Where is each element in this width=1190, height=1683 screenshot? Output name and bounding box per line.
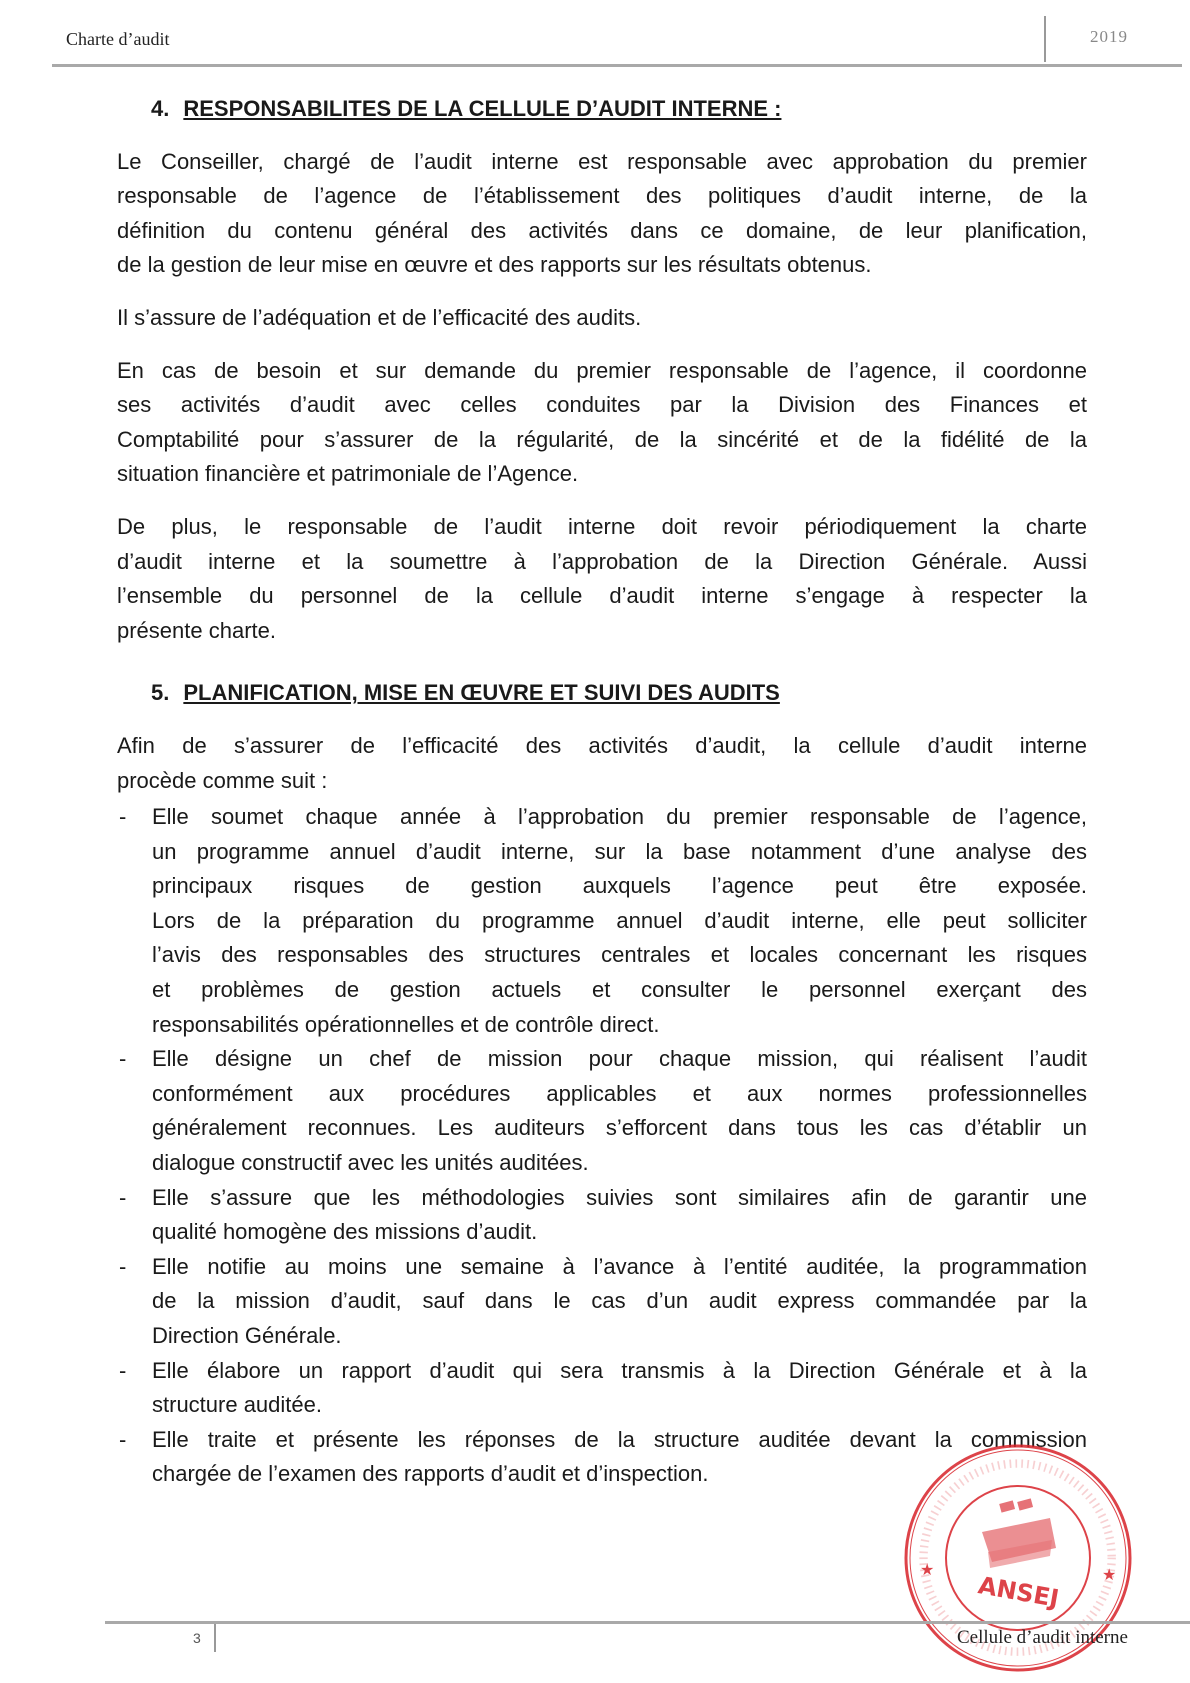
text-line: Afin de s’assurer de l’efficacité des activités d’audit, la cellule d’audit interne: [117, 732, 1087, 758]
text-line: un programme annuel d’audit interne, sur la base notamment d’une analyse des: [152, 838, 1087, 864]
section-title: PLANIFICATION, MISE EN ŒUVRE ET SUIVI DES AUDITS: [183, 680, 780, 706]
text-line: définition du contenu général des activités dans ce domaine, de leur planification,: [117, 217, 1087, 243]
text-line: généralement reconnues. Les auditeurs s’efforcent dans tous les cas d’établir un: [152, 1115, 1087, 1141]
header-rule: [52, 64, 1182, 67]
text-line: présente charte.: [117, 617, 276, 643]
section-number: 4.: [151, 96, 170, 121]
text-line: qualité homogène des missions d’audit.: [152, 1219, 538, 1245]
footer-text: Cellule d’audit interne: [957, 1627, 1128, 1648]
list-item: [117, 1181, 1087, 1250]
text-line: structure auditée.: [152, 1392, 322, 1418]
footer-divider: [214, 1624, 216, 1652]
text-line: ses activités d’audit avec celles conduites par la Division des Finances et: [117, 392, 1087, 418]
text-line: procède comme suit :: [117, 767, 328, 793]
header-title: Charte d’audit: [66, 29, 170, 49]
text-line: Elle soumet chaque année à l’approbation du premier responsable de l’agence,: [152, 804, 1087, 830]
section-title: RESPONSABILITES DE LA CELLULE D’AUDIT INTERNE :: [183, 96, 782, 121]
paragraph: [117, 145, 1087, 283]
text-line: En cas de besoin et sur demande du premier responsable de l’agence, il coordonne: [117, 357, 1087, 383]
text-line: Direction Générale.: [152, 1323, 342, 1348]
star-icon: ★: [1102, 1567, 1117, 1584]
header-divider: [1044, 16, 1046, 62]
bullet-dash: -: [119, 1184, 127, 1210]
text-line: de la mission d’audit, sauf dans le cas d’un audit express commandée par la: [152, 1288, 1087, 1314]
list-item: [117, 1354, 1087, 1423]
text-line: dialogue constructif avec les unités auditées.: [152, 1150, 589, 1176]
text-line: Elle s’assure que les méthodologies suivies sont similaires afin de garantir une: [152, 1184, 1087, 1210]
paragraph: [117, 354, 1087, 492]
header-year: 2019: [1090, 27, 1128, 46]
list-item: [117, 1042, 1087, 1180]
text-line: de la gestion de leur mise en œuvre et des rapports sur les résultats obtenus.: [117, 252, 872, 278]
footer-rule: [105, 1621, 1190, 1624]
bullet-list: [117, 800, 1087, 1492]
bullet-dash: -: [119, 1426, 127, 1452]
text-line: responsabilités opérationnelles et de contrôle direct.: [152, 1011, 660, 1037]
text-line: Le Conseiller, chargé de l’audit interne est responsable avec approbation du premier: [117, 148, 1087, 174]
text-line: l’ensemble du personnel de la cellule d’audit interne s’engage à respecter la: [117, 583, 1087, 609]
text-line: et problèmes de gestion actuels et consulter le personnel exerçant des: [152, 977, 1087, 1003]
intro-paragraph: [117, 729, 1087, 798]
bullet-dash: -: [119, 804, 127, 830]
page-body: [117, 92, 1087, 1492]
text-line: Elle notifie au moins une semaine à l’avance à l’entité auditée, la programmation: [152, 1253, 1087, 1279]
bullet-dash: -: [119, 1046, 127, 1072]
star-icon: ★: [920, 1562, 935, 1579]
text-line: principaux risques de gestion auxquels l’agence peut être exposée.: [152, 873, 1087, 899]
text-line: l’avis des responsables des structures centrales et locales concernant les risques: [152, 942, 1087, 968]
list-item: [117, 800, 1087, 1042]
text-line: Elle élabore un rapport d’audit qui sera transmis à la Direction Générale et à la: [152, 1357, 1087, 1383]
text-line: Comptabilité pour s’assurer de la régularité, de la sincérité et de la fidélité de la: [117, 426, 1087, 452]
text-line: d’audit interne et la soumettre à l’approbation de la Direction Générale. Aussi: [117, 548, 1087, 574]
text-line: Elle désigne un chef de mission pour chaque mission, qui réalisent l’audit: [152, 1046, 1087, 1072]
stamp-text: ANSEJ: [976, 1571, 1061, 1613]
section-number: 5.: [151, 680, 170, 706]
text-line: De plus, le responsable de l’audit interne doit revoir périodiquement la charte: [117, 513, 1087, 539]
bullet-dash: -: [119, 1253, 127, 1279]
section-4-heading: [151, 92, 1087, 127]
bullet-dash: -: [119, 1357, 127, 1383]
text-line: conformément aux procédures applicables et aux normes professionnelles: [152, 1080, 1087, 1106]
text-line: situation financière et patrimoniale de l’Agence.: [117, 461, 579, 487]
text-line: responsable de l’agence de l’établissement des politiques d’audit interne, de la: [117, 183, 1087, 209]
text-line: Il s’assure de l’adéquation et de l’efficacité des audits.: [117, 304, 642, 330]
section-4-body: [117, 145, 1087, 649]
text-line: Lors de la préparation du programme annuel d’audit interne, elle peut solliciter: [152, 907, 1087, 933]
section-5-heading: [151, 676, 1087, 711]
paragraph: [117, 510, 1087, 648]
list-item: [117, 1250, 1087, 1354]
page-number: 3: [193, 1630, 201, 1646]
text-line: Elle traite et présente les réponses de la structure auditée devant la commission: [152, 1426, 1087, 1452]
section-5-body: [117, 729, 1087, 1492]
text-line: chargée de l’examen des rapports d’audit et d’inspection.: [152, 1461, 709, 1487]
paragraph: [117, 301, 1087, 336]
